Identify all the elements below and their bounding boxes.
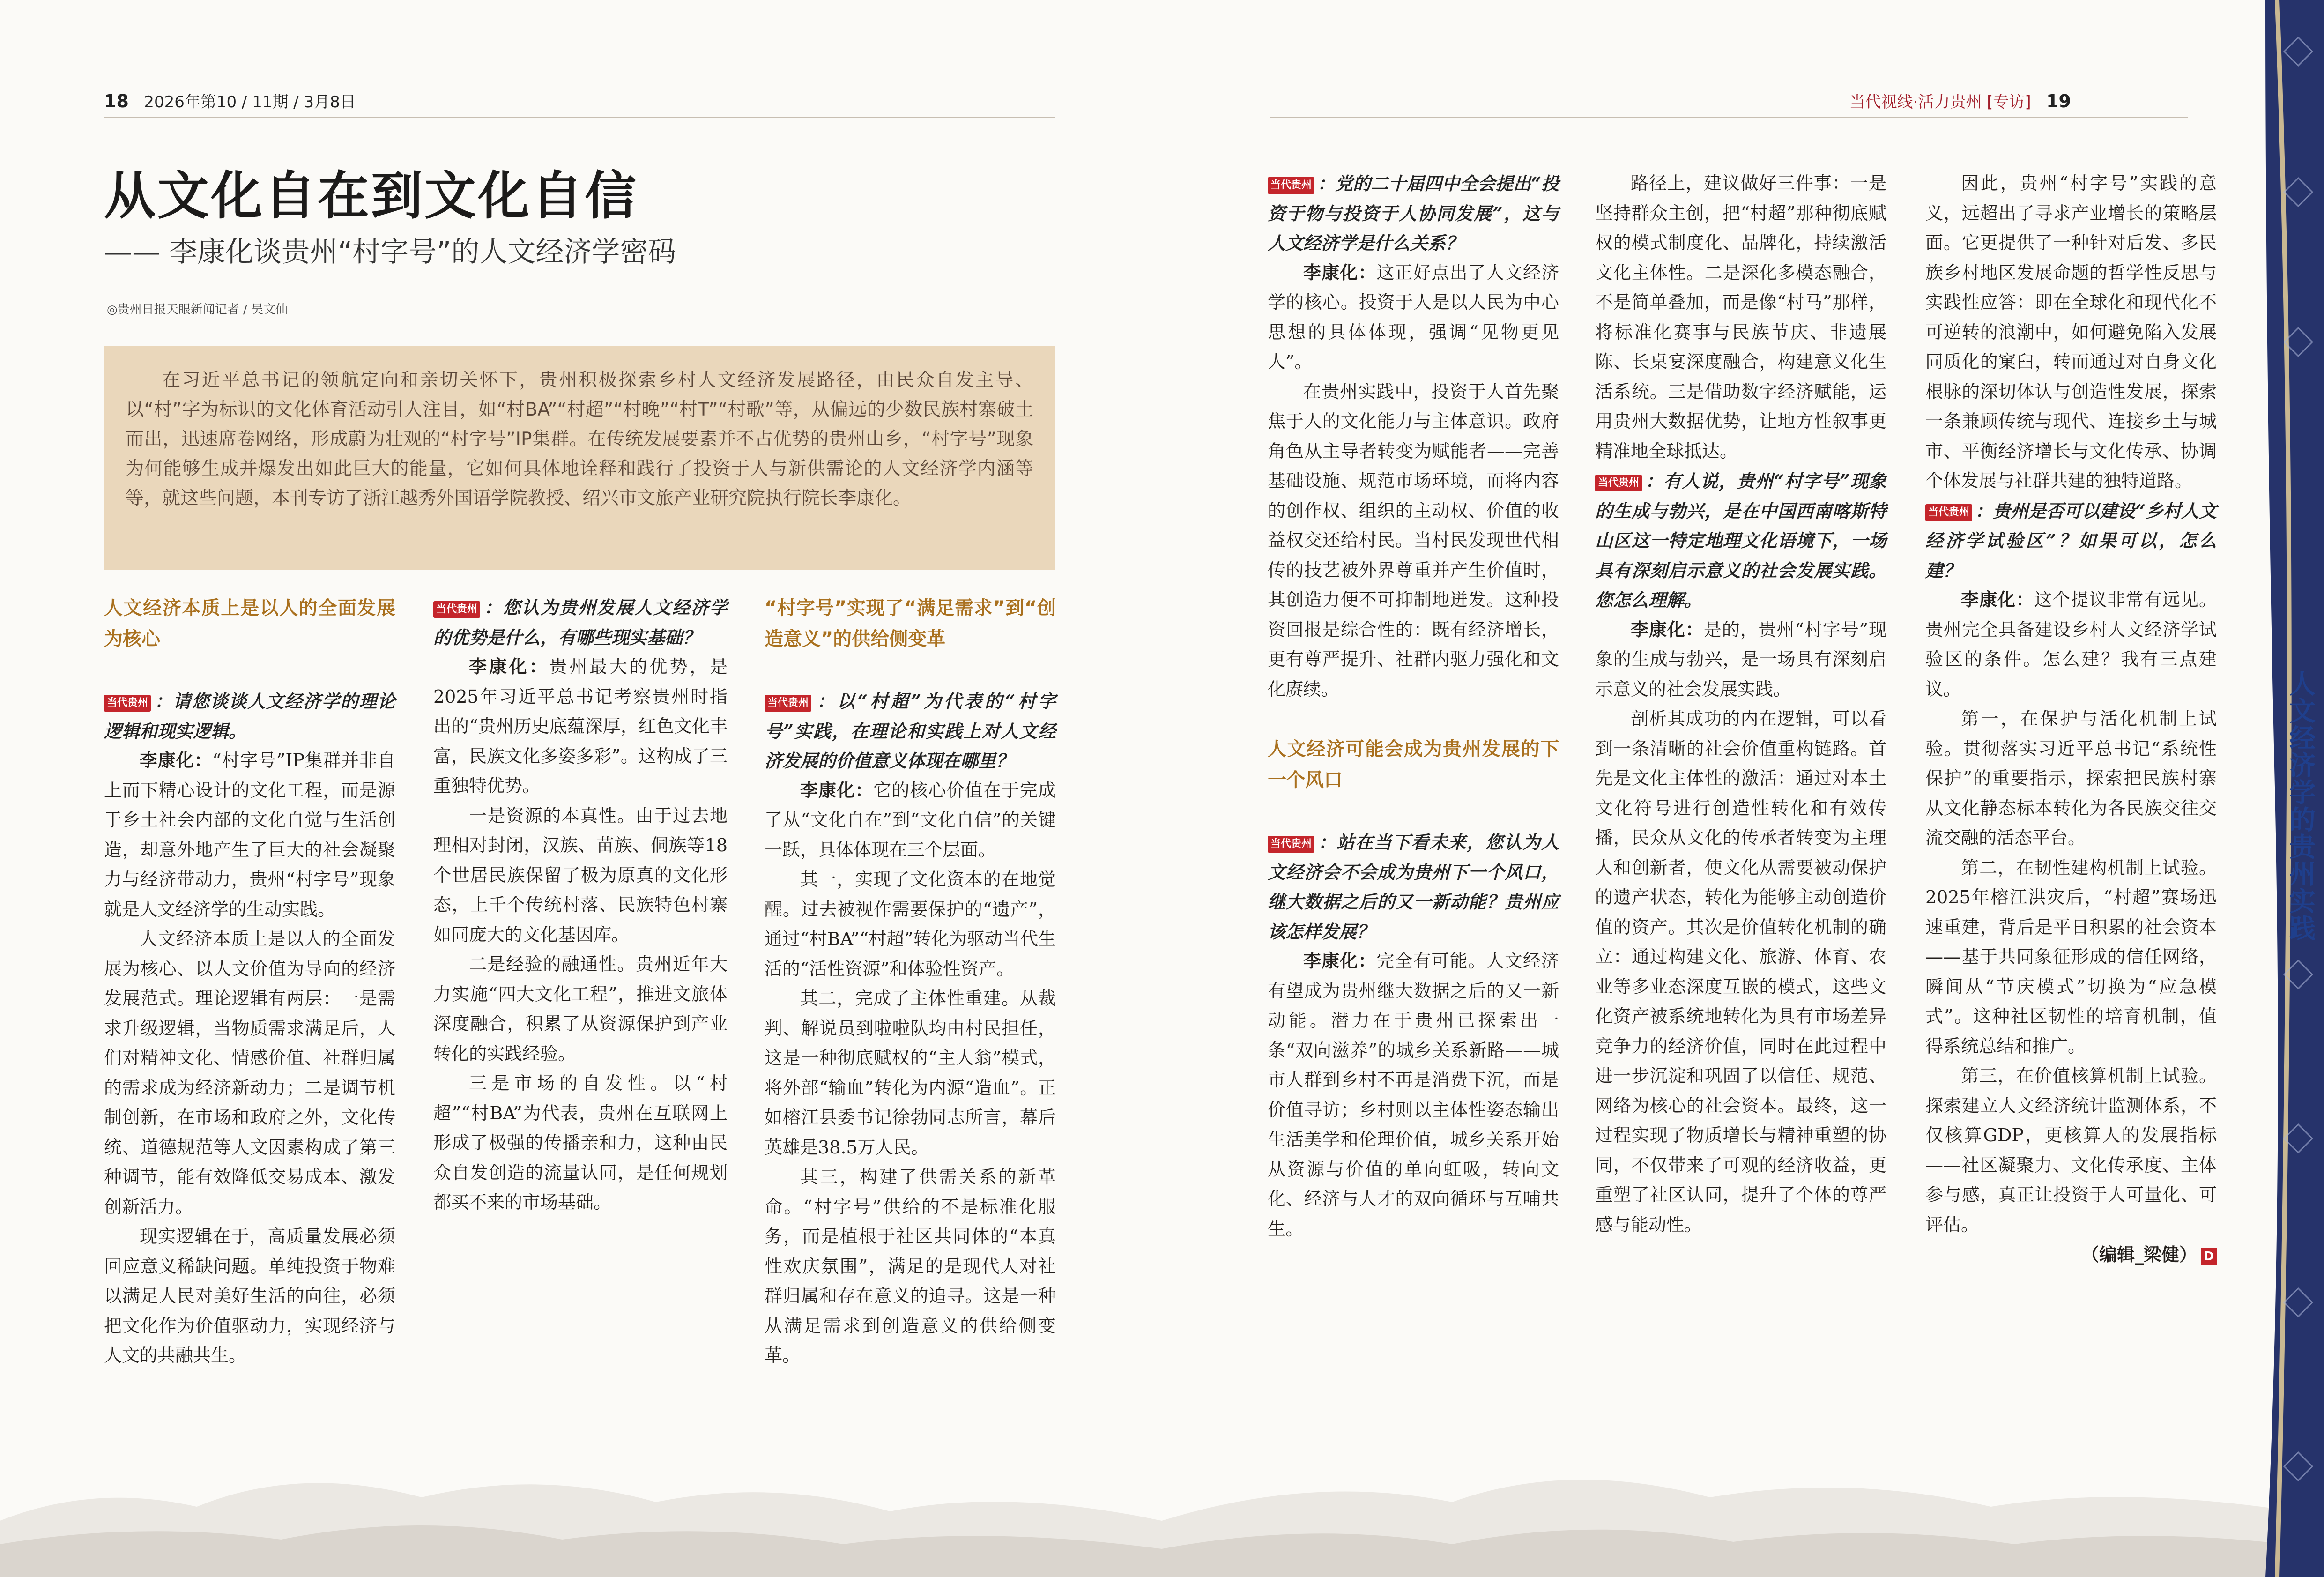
answer-para: 因此，贵州“村字号”实践的意义，远超出了寻求产业增长的策略层面。它更提供了一种针对后发、多民族乡村地区发展命题的哲学性反思与实践性应答：即在全球化和现代化不可逆转的浪潮中，如何避免陷入发展同质化的窠臼，转而通过对自身文化根脉的深切体认与创造性发展，探索一条兼顾传统与现代、连接乡土与城市、平衡经济增长与文化传承、协调个体发展与社群共建的独特道路。: [1925, 173, 2217, 491]
right-page-number: 19: [2046, 91, 2071, 112]
question-7: 当代贵州 ：贵州是否可以建设“乡村人文经济学试验区”？如果可以，怎么建？: [1925, 500, 2217, 581]
answer-para: 其二，完成了主体性重建。从裁判、解说员到啦啦队均由村民担任，这是一种彻底赋权的“主人翁”模式，将外部“输血”转化为内源“造血”。正如榕江县委书记徐勃同志所言，幕后英雄是38.5万人民。: [765, 988, 1056, 1158]
header-rule: [104, 117, 1055, 118]
question-3: 当代贵州 ：以“村超”为代表的“村字号”实践，在理论和实践上对人文经济发展的价值意义体现在哪里？: [765, 691, 1056, 771]
section-heading-3: 人文经济可能会成为贵州发展的下一个风口: [1268, 738, 1559, 791]
answer-para: 第二，在韧性建构机制上试验。2025年榕江洪灾后，“村超”赛场迅速重建，背后是平日积累的社会资本——基于共同象征形成的信任网络，瞬间从“节庆模式”切换为“应急模式”。这种社区韧性的培育机制，值得系统总结和推广。: [1925, 857, 2217, 1056]
answer-para: 三是市场的自发性。以“村超”“村BA”为代表，贵州在互联网上形成了极强的传播亲和力，这种由民众自发创造的流量认同，是任何规划都买不来的市场基础。: [433, 1073, 728, 1213]
speaker-label: 李康化：: [469, 656, 549, 677]
answer-para: 它的核心价值在于完成了从“文化自在”到“文化自信”的关键一跃，具体体现在三个层面。: [765, 780, 1056, 860]
byline: ◎贵州日报天眼新闻记者 / 吴文仙: [107, 303, 288, 317]
answer-para: 是的，贵州“村字号”现象的生成与勃兴，是一场具有深刻启示意义的社会发展实践。: [1595, 619, 1886, 699]
answer-para: 在贵州实践中，投资于人首先聚焦于人的文化能力与主体意识。政府角色从主导者转变为赋能者——完善基础设施、规范市场环境，而将内容的创作权、组织的主动权、价值的收益权交还给村民。当村民发现世代相传的技艺被外界尊重并产生价值时，其创造力便不可抑制地迸发。这种投资回报是综合性的：既有经济增长，更有尊严提升、社群内驱力强化和文化赓续。: [1268, 381, 1559, 699]
section-label: 当代视线·活力贵州 [专访]: [1849, 93, 2031, 112]
left-page-number: 18: [104, 91, 129, 112]
question-4: 当代贵州 ：党的二十届四中全会提出“投资于物与投资于人协同发展”，这与人文经济学是什么关系？: [1268, 173, 1559, 253]
speaker-label: 李康化：: [1631, 619, 1704, 640]
speaker-label: 李康化：: [1961, 589, 2034, 610]
magazine-logo-icon: 当代贵州: [1925, 504, 1972, 521]
speaker-label: 李康化：: [1303, 262, 1377, 283]
editor-credit: （编辑_梁健） D: [1925, 1240, 2217, 1270]
answer-para: “村字号”IP集群并非自上而下精心设计的文化工程，而是源于乡土社会内部的文化自觉与生活创造，却意外地产生了巨大的社会凝聚力与经济带动力，贵州“村字号”现象就是人文经济学的生动实践。: [104, 750, 395, 920]
column-5: [1595, 169, 1886, 1240]
magazine-logo-icon: 当代贵州: [104, 695, 151, 712]
speaker-label: 李康化：: [140, 750, 213, 771]
column-4: [1268, 169, 1559, 1244]
answer-para: 贵州最大的优势，是2025年习近平总书记考察贵州时指出的“贵州历史底蕴深厚，红色文化丰富，民族文化多姿多彩”。这构成了三重独特优势。: [433, 656, 728, 796]
end-mark-icon: D: [2201, 1248, 2217, 1265]
question-2: 当代贵州 ：您认为贵州发展人文经济学的优势是什么，有哪些现实基础？: [433, 597, 728, 648]
answer-para: 其三，构建了供需关系的新革命。“村字号”供给的不是标准化服务，而是植根于社区共同体的“本真性欢庆氛围”，满足的是现代人对社群归属和存在意义的追寻。这是一种从满足需求到创造意义的供给侧变革。: [765, 1167, 1056, 1366]
column-2: [433, 593, 728, 1218]
question-1: 当代贵州 ：请您谈谈人文经济学的理论逻辑和现实逻辑。: [104, 691, 395, 742]
right-folio: [1849, 89, 2071, 112]
answer-para: 这正好点出了人文经济学的核心。投资于人是以人民为中心思想的具体体现，强调“见物更见人”。: [1268, 262, 1559, 372]
answer-para: 第一，在保护与活化机制上试验。贯彻落实习近平总书记“系统性保护”的重要指示，探索把民族村寨从文化静态标本转化为各民族交往交流交融的活态平台。: [1925, 708, 2217, 848]
magazine-logo-icon: 当代贵州: [1268, 836, 1314, 853]
right-page: [1162, 0, 2324, 1577]
article-subtitle: —— 李康化谈贵州“村字号”的人文经济学密码: [104, 236, 676, 268]
magazine-logo-icon: 当代贵州: [1595, 475, 1642, 491]
answer-para: 完全有可能。人文经济有望成为贵州继大数据之后的又一新动能。潜力在于贵州已探索出一条“双向滋养”的城乡关系新路——城市人群到乡村不再是消费下沉，而是价值寻访；乡村则以主体性姿态输出生活美学和伦理价值，城乡关系开始从资源与价值的单向虹吸，转向文化、经济与人才的双向循环与互哺共生。: [1268, 951, 1559, 1239]
intro-box: 在习近平总书记的领航定向和亲切关怀下，贵州积极探索乡村人文经济发展路径，由民众自发主导、以“村”字为标识的文化体育活动引人注目，如“村BA”“村超”“村晚”“村T”“村歌”等，从偏远的少数民族村寨破土而出，迅速席卷网络，形成蔚为壮观的“村字号”IP集群。在传统发展要素并不占优势的贵州山乡，“村字号”现象为何能够生成并爆发出如此巨大的能量，它如何具体地诠释和践行了投资于人与新供需论的人文经济学内涵等等，就这些问题，本刊专访了浙江越秀外国语学院教授、绍兴市文旅产业研究院执行院长李康化。: [104, 346, 1055, 570]
header-rule: [1270, 117, 2188, 118]
answer-para: 一是资源的本真性。由于过去地理相对封闭，汉族、苗族、侗族等18个世居民族保留了极为原真的文化形态，上千个传统村落、民族特色村寨如同庞大的文化基因库。: [433, 805, 728, 945]
column-1: [104, 593, 395, 1371]
issue-date: 2026年第10 / 11期 / 3月8日: [144, 93, 356, 112]
side-vertical-title: 人文经济学的贵州实践: [2285, 670, 2316, 942]
magazine-logo-icon: 当代贵州: [1268, 177, 1314, 194]
magazine-logo-icon: 当代贵州: [765, 695, 811, 712]
magazine-logo-icon: 当代贵州: [433, 601, 480, 618]
answer-para: 其一，实现了文化资本的在地觉醒。过去被视作需要保护的“遗产”，通过“村BA”“村超”转化为驱动当代生活的“活性资源”和体验性资产。: [765, 869, 1056, 979]
left-folio: [104, 89, 356, 112]
column-3: [765, 593, 1056, 1371]
answer-para: 剖析其成功的内在逻辑，可以看到一条清晰的社会价值重构链路。首先是文化主体性的激活：通过对本土文化符号进行创造性转化和有效传播，民众从文化的传承者转变为主理人和创新者，使文化从需要被动保护的遗产状态，转化为能够主动创造价值的资产。其次是价值转化机制的确立：通过构建文化、旅游、体育、农业等多业态深度互嵌的模式，这些文化资产被系统地转化为具有市场差异竞争力的经济价值，同时在此过程中进一步沉淀和巩固了以信任、规范、网络为核心的社会资本。最终，这一过程实现了物质增长与精神重塑的协同，不仅带来了可观的经济收益，更重塑了社区认同，提升了个体的尊严感与能动性。: [1595, 708, 1886, 1235]
answer-para: 现实逻辑在于，高质量发展必须回应意义稀缺问题。单纯投资于物难以满足人民对美好生活的向往，必须把文化作为价值驱动力，实现经济与人文的共融共生。: [104, 1226, 395, 1366]
speaker-label: 李康化：: [1303, 951, 1377, 971]
article-title: 从文化自在到文化自信: [104, 165, 638, 226]
question-6: 当代贵州 ：有人说，贵州“村字号”现象的生成与勃兴，是在中国西南喀斯特山区这一特定地理文化语境下，一场具有深刻启示意义的社会发展实践。您怎么理解。: [1595, 470, 1886, 610]
section-heading-1: 人文经济本质上是以人的全面发展为核心: [104, 597, 395, 650]
answer-para: 人文经济本质上是以人的全面发展为核心、以人文价值为导向的经济发展范式。理论逻辑有两层：一是需求升级逻辑，当物质需求满足后，人们对精神文化、情感价值、社群归属的需求成为经济新动力；二是调节机制创新，在市场和政府之外，文化传统、道德规范等人文因素构成了第三种调节，能有效降低交易成本、激发创新活力。: [104, 929, 395, 1217]
answer-para: 路径上，建议做好三件事：一是坚持群众主创，把“村超”那种彻底赋权的模式制度化、品牌化，持续激活文化主体性。二是深化多模态融合，不是简单叠加，而是像“村马”那样，将标准化赛事与民族节庆、非遗展陈、长桌宴深度融合，构建意义化生活系统。三是借助数字经济赋能，运用贵州大数据优势，让地方性叙事更精准地全球抵达。: [1595, 173, 1886, 461]
speaker-label: 李康化：: [800, 780, 874, 801]
column-6: [1925, 169, 2217, 1270]
answer-para: 第三，在价值核算机制上试验。探索建立人文经济统计监测体系，不仅核算GDP，更核算人的发展指标——社区凝聚力、文化传承度、主体参与感，真正让投资于人可量化、可评估。: [1925, 1065, 2217, 1235]
section-heading-2: “村字号”实现了“满足需求”到“创造意义”的供给侧变革: [765, 597, 1056, 650]
answer-para: 这个提议非常有远见。贵州完全具备建设乡村人文经济学试验区的条件。怎么建？我有三点建议。: [1925, 589, 2217, 699]
answer-para: 二是经验的融通性。贵州近年大力实施“四大文化工程”，推进文旅体深度融合，积累了从资源保护到产业转化的实践经验。: [433, 954, 728, 1064]
question-5: 当代贵州 ：站在当下看未来，您认为人文经济会不会成为贵州下一个风口，继大数据之后的又一新动能？贵州应该怎样发展？: [1268, 832, 1559, 942]
